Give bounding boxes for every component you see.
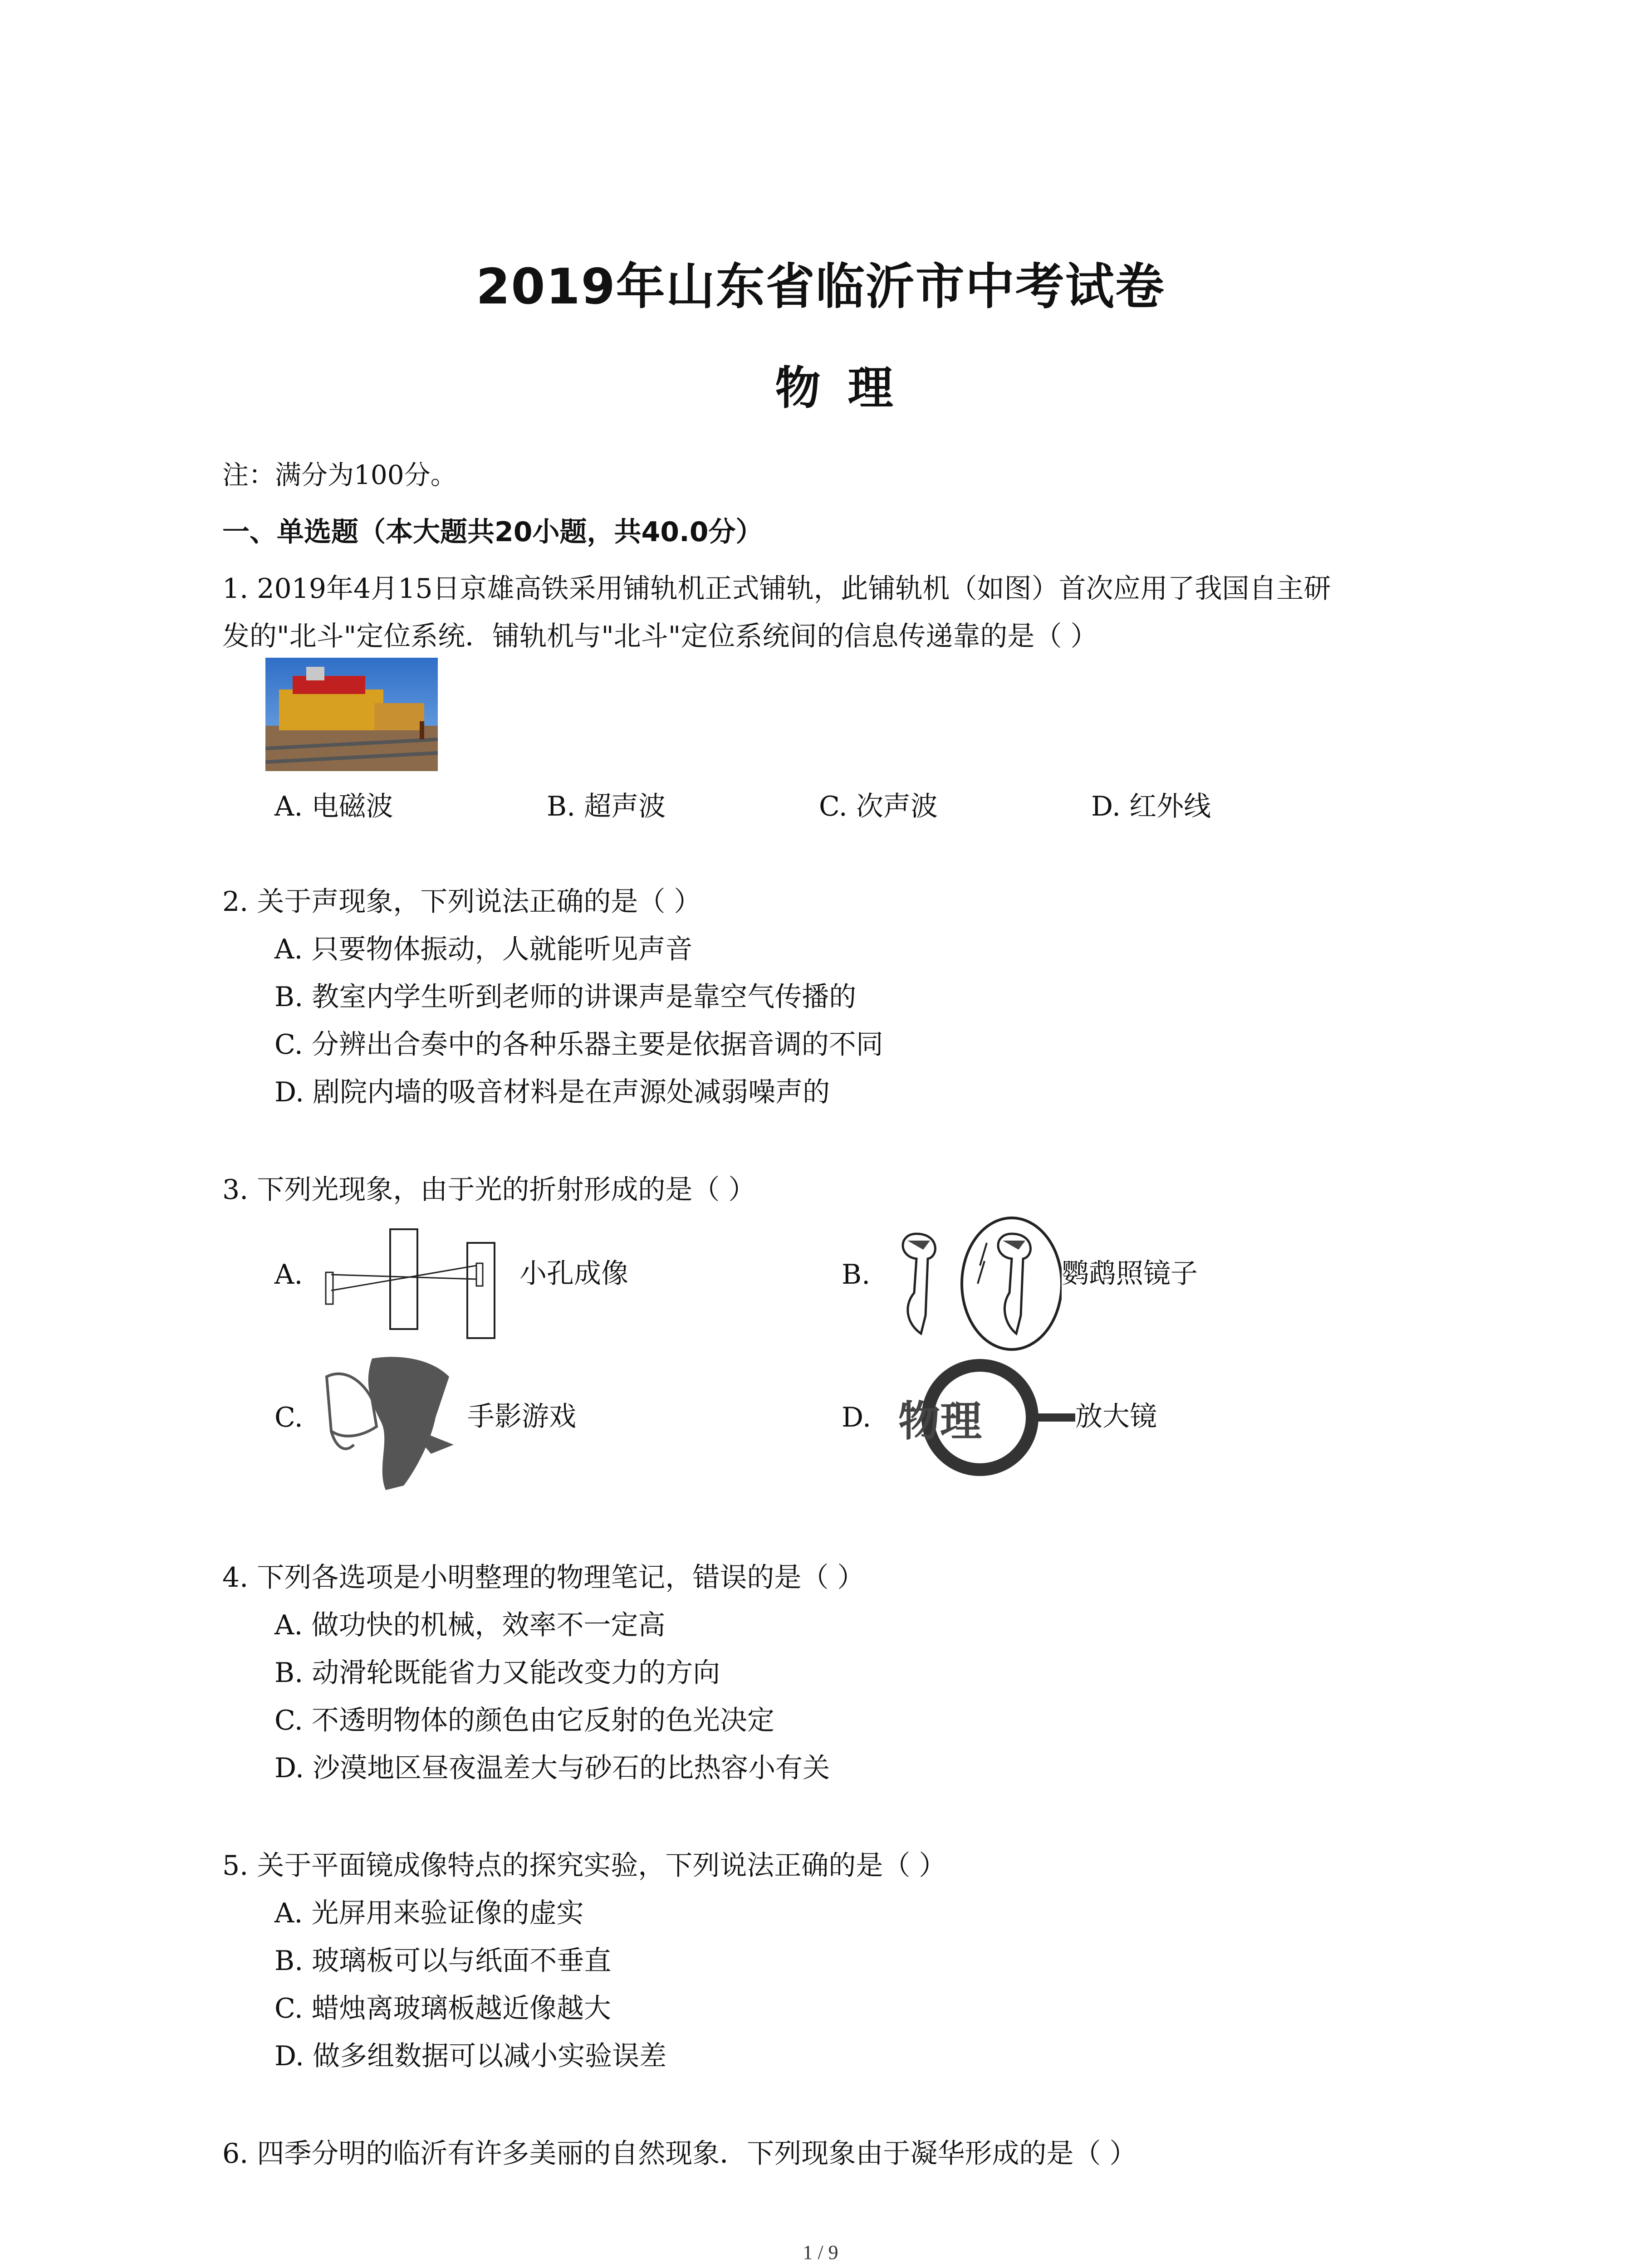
question-3-option-d: D. <box>842 1402 872 1433</box>
question-1-line-2: 发的"北斗"定位系统．铺轨机与"北斗"定位系统间的信息传递靠的是（ ） <box>222 621 1098 652</box>
question-5-stem: 5. 关于平面镜成像特点的探究实验，下列说法正确的是（ ） <box>222 1850 946 1882</box>
question-3-stem: 3. 下列光现象，由于光的折射形成的是（ ） <box>222 1174 756 1206</box>
question-3-caption-c: 手影游戏 <box>467 1401 576 1432</box>
question-1-option-c: C. 次声波 <box>819 791 938 822</box>
question-4-option-c: C. 不透明物体的颜色由它反射的色光决定 <box>274 1705 774 1736</box>
question-3-caption-d: 放大镜 <box>1075 1401 1157 1432</box>
page-title: 2019年山东省临沂市中考试卷 <box>476 259 1165 315</box>
question-3-option-a: A. <box>274 1259 303 1290</box>
score-note: 注：满分为100分。 <box>222 459 457 490</box>
question-4-option-a: A. 做功快的机械，效率不一定高 <box>274 1609 666 1641</box>
question-1-option-b: B. 超声波 <box>547 791 666 822</box>
track-laying-machine-photo <box>265 658 438 771</box>
question-2-option-a: A. 只要物体振动，人就能听见声音 <box>274 934 693 965</box>
question-2-option-d: D. 剧院内墙的吸音材料是在声源处减弱噪声的 <box>274 1076 830 1108</box>
magnifying-glass-diagram <box>889 1354 1080 1490</box>
question-3-option-b: B. <box>842 1259 871 1290</box>
page-number: 1 / 9 <box>803 2241 838 2263</box>
question-1-option-d: D. 红外线 <box>1091 791 1211 822</box>
question-3-caption-b: 鹦鹉照镜子 <box>1062 1258 1198 1290</box>
question-3-option-c: C. <box>274 1402 303 1433</box>
section-heading: 一、单选题（本大题共20小题，共40.0分） <box>222 516 763 548</box>
question-2-stem: 2. 关于声现象，下列说法正确的是（ ） <box>222 886 701 918</box>
question-5-option-c: C. 蜡烛离玻璃板越近像越大 <box>274 1993 611 2024</box>
question-2-option-b: B. 教室内学生听到老师的讲课声是靠空气传播的 <box>274 981 857 1013</box>
question-4-option-b: B. 动滑轮既能省力又能改变力的方向 <box>274 1657 720 1689</box>
question-5-option-d: D. 做多组数据可以减小实验误差 <box>274 2040 667 2072</box>
question-6-stem: 6. 四季分明的临沂有许多美丽的自然现象．下列现象由于凝华形成的是（ ） <box>222 2138 1137 2170</box>
question-5-option-a: A. 光屏用来验证像的虚实 <box>274 1897 584 1929</box>
question-4-stem: 4. 下列各选项是小明整理的物理笔记，错误的是（ ） <box>222 1562 865 1593</box>
pinhole-imaging-diagram <box>322 1225 522 1343</box>
question-3-caption-a: 小孔成像 <box>519 1258 628 1290</box>
magnifier-text: 物理 <box>898 1397 982 1446</box>
hand-shadow-diagram <box>318 1349 467 1495</box>
question-5-option-b: B. 玻璃板可以与纸面不垂直 <box>274 1945 612 1977</box>
question-1-option-a: A. 电磁波 <box>274 791 393 822</box>
question-1-line-1: 1. 2019年4月15日京雄高铁采用铺轨机正式铺轨，此铺轨机（如图）首次应用了我国自主研 <box>222 573 1331 605</box>
question-2-option-c: C. 分辨出合奏中的各种乐器主要是依据音调的不同 <box>274 1029 883 1061</box>
question-4-option-d: D. 沙漠地区昼夜温差大与砂石的比热容小有关 <box>274 1752 830 1784</box>
subject-title: 物理 <box>775 362 921 415</box>
parrot-mirror-diagram <box>889 1216 1062 1352</box>
